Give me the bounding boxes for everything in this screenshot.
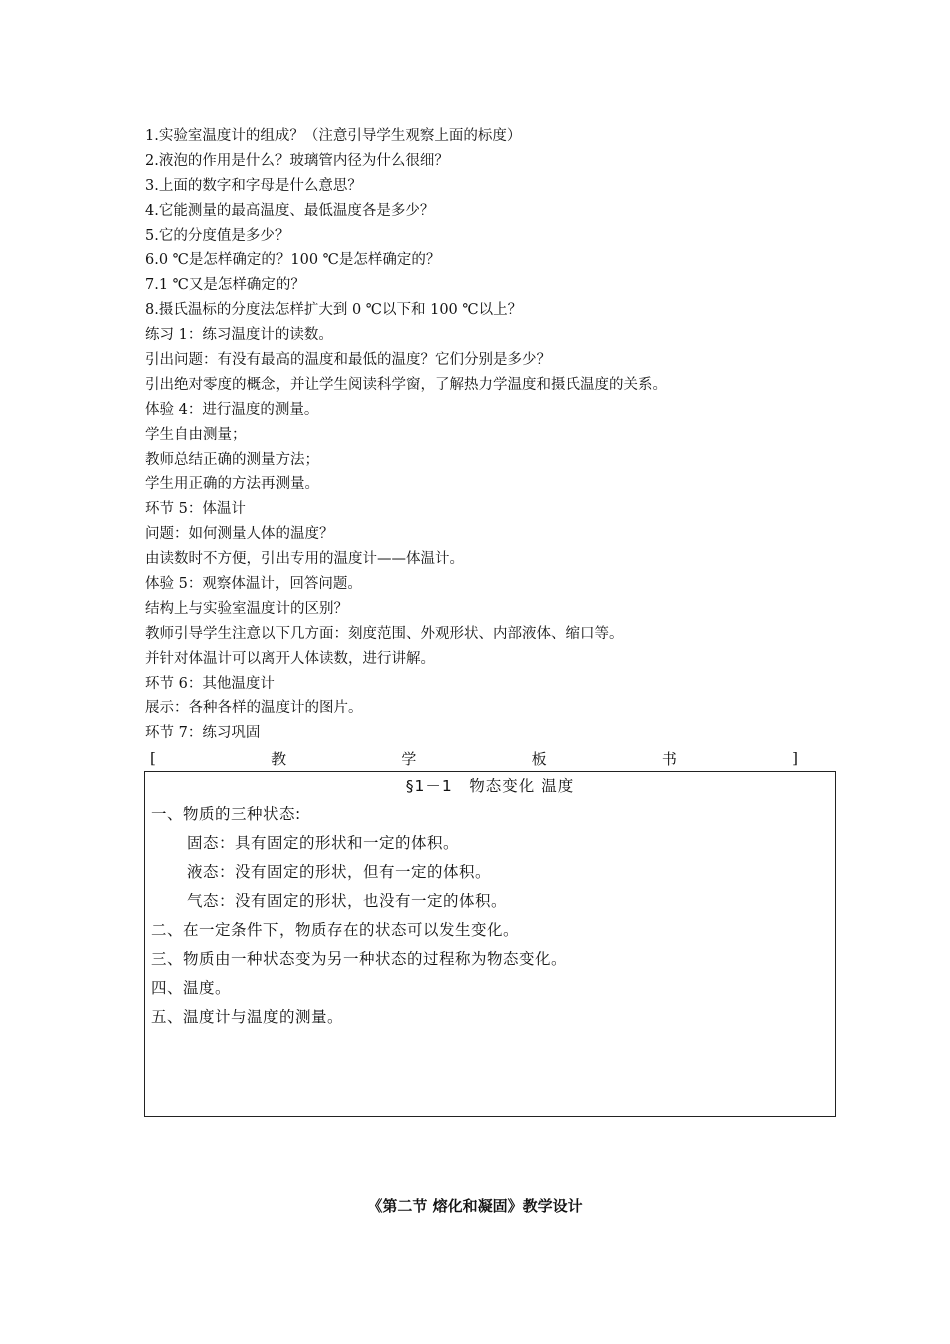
- text-line: 教师引导学生注意以下几方面：刻度范围、外观形状、内部液体、缩口等。: [145, 625, 624, 642]
- board-item: 液态：没有固定的形状，但有一定的体积。: [187, 863, 492, 881]
- text-line: 教师总结正确的测量方法；: [145, 451, 319, 468]
- text-line: 练习 1：练习温度计的读数。: [145, 327, 333, 344]
- text-line: 体验 4：进行温度的测量。: [145, 401, 319, 418]
- text-line: 8.摄氏温标的分度法怎样扩大到 0 ℃以下和 100 ℃以上？: [145, 302, 523, 319]
- board-header-close-bracket: ]: [792, 749, 798, 767]
- board-header: [150, 746, 798, 770]
- board-header-char: 教: [271, 749, 287, 768]
- board-item: 固态：具有固定的形状和一定的体积。: [187, 834, 460, 852]
- board-item: 气态：没有固定的形状，也没有一定的体积。: [187, 892, 508, 910]
- text-line: 5.它的分度值是多少？: [145, 227, 290, 244]
- text-line: 由读数时不方便，引出专用的温度计——体温计。: [145, 551, 464, 568]
- text-line: 6.0 ℃是怎样确定的？100 ℃是怎样确定的？: [145, 252, 441, 269]
- board-header-char: 板: [531, 749, 547, 768]
- board-item: 五、温度计与温度的测量。: [151, 1008, 344, 1026]
- board-title: §1－1 物态变化 温度: [405, 777, 575, 795]
- text-line: 学生自由测量；: [145, 426, 247, 443]
- text-line: 环节 7：练习巩固: [145, 725, 261, 742]
- text-line: 1.实验室温度计的组成？（注意引导学生观察上面的标度）: [145, 128, 522, 144]
- text-line: 学生用正确的方法再测量。: [145, 476, 319, 493]
- lesson-content: [145, 124, 845, 746]
- text-line: 引出绝对零度的概念，并让学生阅读科学窗，了解热力学温度和摄氏温度的关系。: [145, 376, 667, 393]
- text-line: 7.1 ℃又是怎样确定的？: [145, 277, 305, 294]
- text-line: 3.上面的数字和字母是什么意思？: [145, 177, 362, 194]
- board-item: 二、在一定条件下，物质存在的状态可以发生变化。: [151, 921, 520, 939]
- section-title: 《第二节 熔化和凝固》教学设计: [367, 1197, 583, 1215]
- board-header-char: 学: [401, 749, 417, 768]
- board-item: 三、物质由一种状态变为另一种状态的过程称为物态变化。: [151, 950, 568, 968]
- text-line: 并针对体温计可以离开人体读数，进行讲解。: [145, 650, 435, 667]
- text-line: 4.它能测量的最高温度、最低温度各是多少？: [145, 202, 435, 219]
- board-header-char: 书: [661, 749, 677, 768]
- text-line: 环节 6：其他温度计: [145, 675, 275, 692]
- board-header-open-bracket: [: [150, 749, 156, 767]
- text-line: 展示：各种各样的温度计的图片。: [145, 700, 363, 717]
- text-line: 体验 5：观察体温计，回答问题。: [145, 576, 362, 593]
- text-line: 引出问题：有没有最高的温度和最低的温度？它们分别是多少？: [145, 352, 551, 369]
- text-line: 2.液泡的作用是什么？玻璃管内径为什么很细？: [145, 152, 449, 169]
- board-item: 一、物质的三种状态:: [151, 805, 301, 823]
- text-line: 问题：如何测量人体的温度？: [145, 526, 334, 543]
- blackboard-box: [144, 771, 836, 1117]
- board-item: 四、温度。: [151, 979, 232, 997]
- text-line: 环节 5：体温计: [145, 501, 246, 518]
- text-line: 结构上与实验室温度计的区别？: [145, 600, 348, 617]
